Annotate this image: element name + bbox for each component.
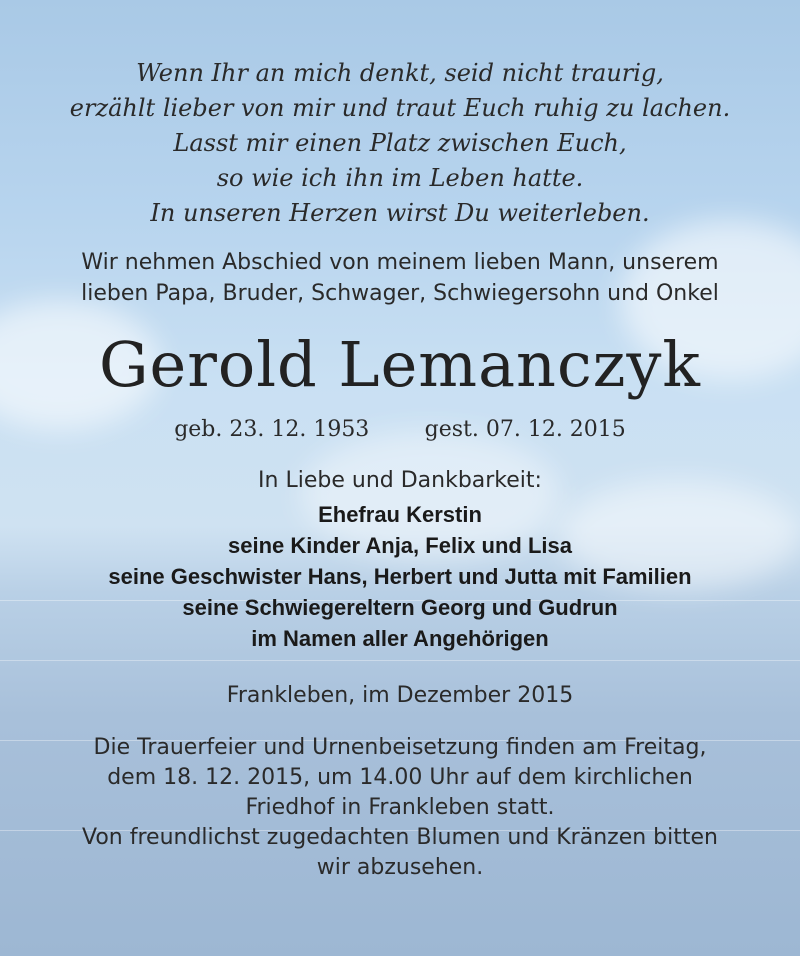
closing-line: Von freundlichst zugedachten Blumen und Kränzen bitten (82, 825, 718, 850)
death-date: gest. 07. 12. 2015 (424, 417, 626, 442)
closing-text (0, 733, 800, 883)
poem-line: Wenn Ihr an mich denkt, seid nicht traurig, (136, 59, 664, 87)
mourner-line: seine Geschwister Hans, Herbert und Jutta mit Familien (108, 564, 692, 589)
place-date-line: Frankleben, im Dezember 2015 (226, 683, 574, 708)
mourner-line: seine Kinder Anja, Felix und Lisa (228, 533, 572, 558)
mourner-line: im Namen aller Angehörigen (251, 626, 549, 651)
deceased-name: Gerold Lemanczyk (99, 328, 701, 401)
poem-line: erzählt lieber von mir und traut Euch ruhig zu lachen. (69, 94, 731, 122)
intro-line: lieben Papa, Bruder, Schwager, Schwiegersohn und Onkel (81, 281, 719, 306)
closing-line: Die Trauerfeier und Urnenbeisetzung finden am Freitag, (93, 735, 707, 760)
closing-line: Friedhof in Frankleben statt. (245, 795, 555, 820)
wave-line (0, 660, 800, 661)
mourner-line: Ehefrau Kerstin (318, 502, 482, 527)
poem-line: In unseren Herzen wirst Du weiterleben. (150, 199, 650, 227)
thanks-heading (0, 466, 800, 496)
poem-line: Lasst mir einen Platz zwischen Euch, (173, 129, 627, 157)
intro-text (0, 247, 800, 309)
name-block (0, 328, 800, 401)
poem (0, 56, 800, 231)
poem-line: so wie ich ihn im Leben hatte. (216, 164, 584, 192)
mourners-list (0, 499, 800, 654)
closing-line: wir abzusehen. (316, 855, 484, 880)
place-date (0, 681, 800, 711)
intro-line: Wir nehmen Abschied von meinem lieben Mann, unserem (81, 250, 719, 275)
closing-line: dem 18. 12. 2015, um 14.00 Uhr auf dem kirchlichen (107, 765, 693, 790)
thanks-line: In Liebe und Dankbarkeit: (258, 468, 542, 493)
mourner-line: seine Schwiegereltern Georg und Gudrun (182, 595, 618, 620)
life-dates (0, 416, 800, 442)
birth-date: geb. 23. 12. 1953 (174, 417, 370, 442)
